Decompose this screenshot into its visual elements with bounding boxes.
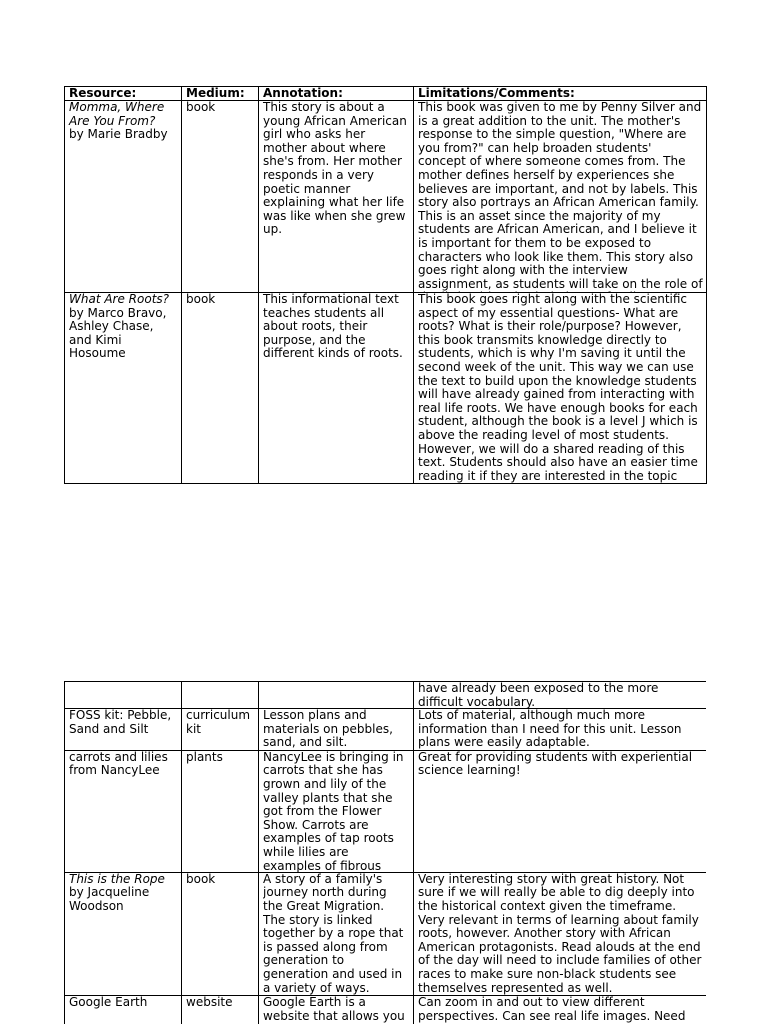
table-row	[65, 101, 707, 293]
comments-cell	[414, 996, 707, 1024]
annotation-cell	[259, 872, 414, 995]
table-row	[65, 996, 707, 1024]
page-2-table-container	[64, 681, 706, 1024]
resource-table-page-1	[64, 86, 707, 484]
continued-row	[65, 682, 707, 709]
resource-cell	[65, 293, 182, 484]
comments-cell: Very interesting story with great history. Not sure if we will really be able to dig deeply into the historical context given the timeframe. Very relevant in terms of learning about family roots, however. Another story with African American protagonists. Read alouds at the end of the day will need to include families of other races to make sure non-black students see themselves represented as well.	[414, 872, 707, 995]
book-author: by Jacqueline Woodson	[69, 885, 150, 913]
table-row	[65, 872, 707, 995]
header-limitations: Limitations/Comments:	[414, 87, 707, 101]
medium-cell: book	[182, 872, 259, 995]
resource-cell: Google Earth	[65, 996, 182, 1024]
header-resource: Resource:	[65, 87, 182, 101]
book-author: by Marco Bravo, Ashley Chase, and Kimi Hosoume	[69, 305, 167, 361]
annotation-cell	[259, 996, 414, 1024]
annotation-cell: Lesson plans and materials on pebbles, sand, and silt.	[259, 709, 414, 751]
table-row	[65, 750, 707, 872]
comments-cell	[414, 293, 707, 484]
table-row	[65, 709, 707, 751]
comments-cell: Great for providing students with experiential science learning!	[414, 750, 707, 872]
annotation-cell	[259, 750, 414, 872]
resource-cell	[65, 682, 182, 709]
resource-cell	[65, 872, 182, 995]
comments-cell: Lots of material, although much more information than I need for this unit. Lesson plans were easily adaptable.	[414, 709, 707, 751]
annotation-text: A story of a family's journey north during the Great Migration. The story is linked together by a rope that is passed along from generation to generation and used in a variety of ways.	[263, 872, 404, 995]
medium-cell: plants	[182, 750, 259, 872]
header-annotation: Annotation:	[259, 87, 414, 101]
book-title: This is the Rope	[69, 871, 165, 886]
comments-text: This book was given to me by Penny Silver and is a great addition to the unit. The mother's response to the simple question, "Where are you from?" can help broaden students' concept of where someone comes from. The mother defines herself by experiences she believes are important, and not by labels. This story also portrays an African American family. This is an asset since the majority of my students are African American, and I believe it is important for them to be exposed to characters who look like them. This story also goes right along with the interview assignment, as students will take on the role of	[418, 101, 703, 291]
resource-table-page-2	[64, 681, 706, 1024]
header-medium: Medium:	[182, 87, 259, 101]
resource-cell: carrots and lilies from NancyLee	[65, 750, 182, 872]
medium-cell: book	[182, 101, 259, 293]
book-author: by Marie Bradby	[69, 127, 168, 142]
annotation-cell: This informational text teaches students all about roots, their purpose, and the different kinds of roots.	[259, 293, 414, 484]
medium-cell: curriculum kit	[182, 709, 259, 751]
medium-cell: website	[182, 996, 259, 1024]
annotation-cell: This story is about a young African American girl who asks her mother about where she's from. Her mother responds in a very poetic manner explaining what her life was like when she grew up.	[259, 101, 414, 293]
resource-cell	[65, 709, 182, 751]
book-title: What Are Roots?	[69, 292, 170, 306]
comments-cell	[414, 101, 707, 293]
annotation-text: NancyLee is bringing in carrots that she has grown and lily of the valley plants that she got from the Flower Show. Carrots are examples of tap roots while lilies are examples of fibrous	[263, 750, 404, 872]
book-title: Momma, Where Are You From?	[69, 100, 165, 128]
medium-cell	[182, 682, 259, 709]
comments-cell	[414, 682, 707, 709]
annotation-cell	[259, 682, 414, 709]
comments-text: have already been exposed to the more difficult vocabulary.	[418, 682, 659, 708]
resource-text: FOSS kit: Pebble, Sand and Silt	[69, 709, 172, 736]
comments-text: Can zoom in and out to view different perspectives. Can see real life images. Need	[418, 996, 686, 1023]
resource-cell	[65, 101, 182, 293]
annotation-text: Google Earth is a website that allows you	[263, 996, 405, 1023]
header-row	[65, 87, 707, 101]
table-row	[65, 293, 707, 484]
medium-cell: book	[182, 293, 259, 484]
comments-text: This book goes right along with the scientific aspect of my essential questions- What are roots? What is their role/purpose? However, this book transmits knowledge directly to students, which is why I'm saving it until the second week of the unit. This way we can use the text to build upon the knowledge students will have already gained from interacting with real life roots. We have enough books for each student, although the book is a level J which is above the reading level of most students. However, we will do a shared reading of this text. Students should also have an easier time reading it if they are interested in the topic	[418, 293, 698, 483]
